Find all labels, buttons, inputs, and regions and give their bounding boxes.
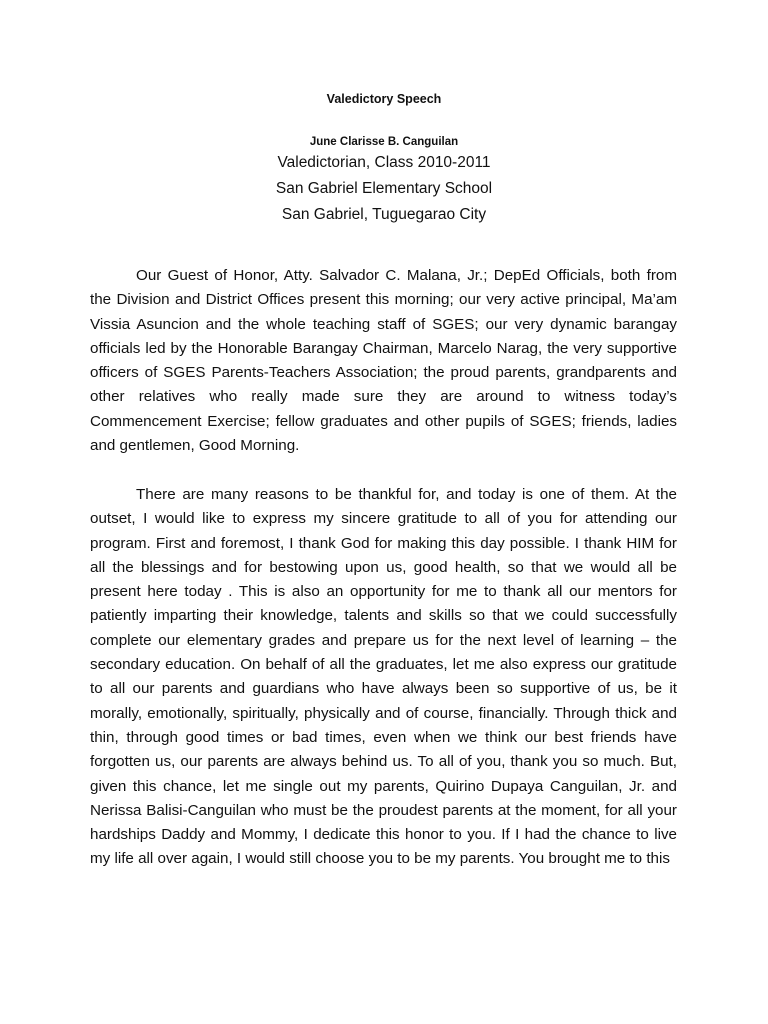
school-location: San Gabriel, Tuguegarao City (281, 206, 487, 223)
author-name: June Clarisse B. Canguilan (309, 136, 459, 148)
paragraph-greeting: Our Guest of Honor, Atty. Salvador C. Malana, Jr.; DepEd Officials, both from the Division and District Offices present this morning; our very active principal, Ma’am Vissia Asuncion and the whole teaching staff of SGES; our very dynamic barangay officials led by the Honorable Barangay Chairman, Marcelo Narag, the very supportive officers of SGES Parents-Teachers Association; the proud parents, grandparents and other relatives who really made sure they are around to witness today’s Commencement Exercise; fellow graduates and other pupils of SGES; friends, ladies and gentlemen, Good Morning. (90, 267, 677, 455)
paragraph-gratitude: There are many reasons to be thankful for, and today is one of them. At the outset, I would like to express my sincere gratitude to all of you for attending our program. First and foremost, I thank God for making this day possible. I thank HIM for all the blessings and for bestowing upon us, good health, so that we would all be present here today . This is also an opportunity for me to thank all our mentors for patiently imparting their knowledge, talents and skills so that we could successfully complete our elementary grades and prepare us for the next level of learning – the secondary education. On behalf of all the graduates, let me also express our gratitude to all our parents and guardians who have always been so supportive of us, be it morally, emotionally, spiritually, physically and of course, financially. Through thick and thin, through good times or bad times, even when we think our best friends have forgotten us, our parents are always behind us. To all of you, thank you so much. But, given this chance, let me single out my parents, Quirino Dupaya Canguilan, Jr. and Nerissa Balisi-Canguilan who must be the proudest parents at the moment, for all your hardships Daddy and Mommy, I dedicate this honor to you. If I had the chance to live my life all over again, I would still choose you to be my parents. You brought me to this (90, 486, 677, 868)
school-name: San Gabriel Elementary School (275, 180, 493, 197)
author-role: Valedictorian, Class 2010-2011 (277, 154, 491, 171)
speech-title: Valedictory Speech (326, 92, 442, 106)
